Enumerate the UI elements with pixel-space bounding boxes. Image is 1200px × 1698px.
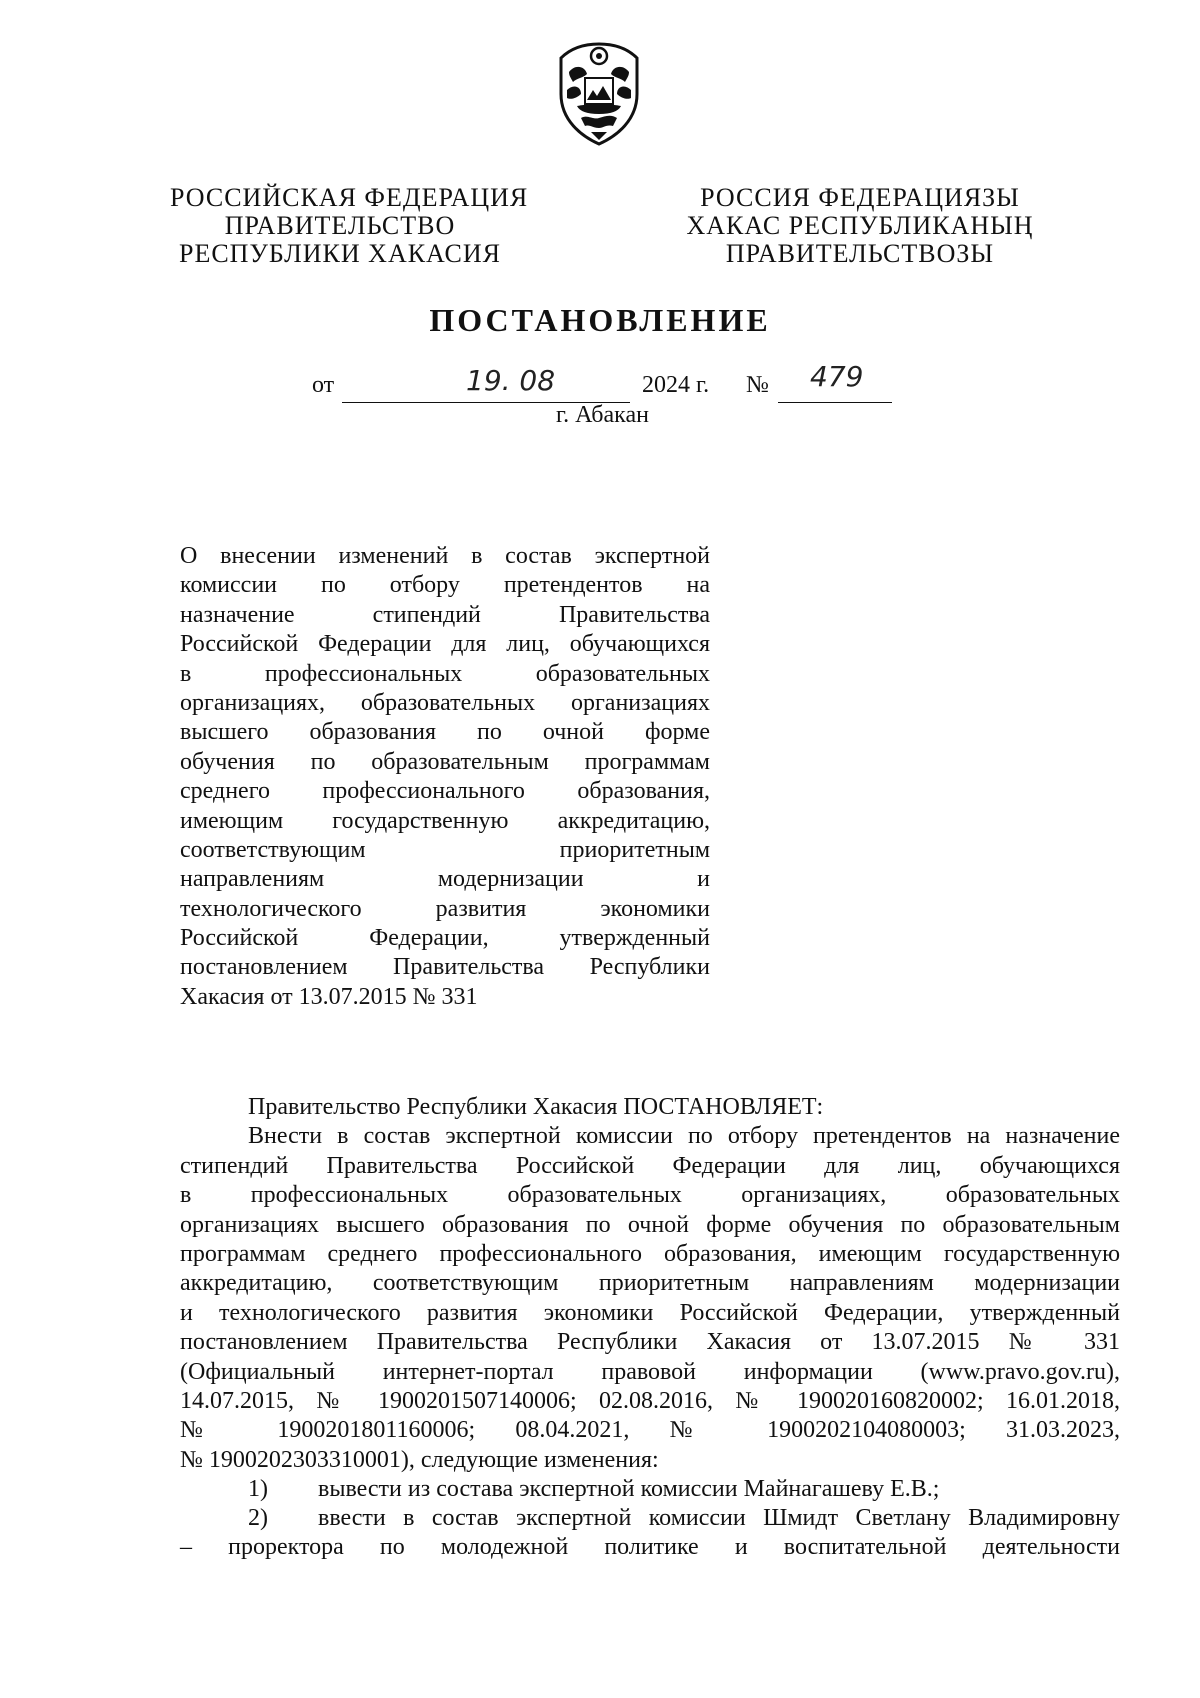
body-line: в профессиональных образовательных организациях, образовательных (180, 1182, 1120, 1209)
subject-line: высшего образования по очной форме (180, 719, 710, 746)
subject-line: имеющим государственную аккредитацию, (180, 807, 710, 834)
list-item-number: 1) (248, 1476, 268, 1503)
header-left-line: ПРАВИТЕЛЬСТВО (224, 211, 456, 240)
body-line: № 1900202303310001), следующие изменения: (180, 1446, 659, 1473)
subject-line: в профессиональных образовательных (180, 660, 710, 687)
list-item (180, 1504, 1120, 1533)
document-body (180, 1093, 1120, 1563)
header-left-line: РОССИЙСКАЯ ФЕДЕРАЦИЯ (170, 183, 529, 212)
body-line: и технологического развития экономики Российской Федерации, утвержденный (180, 1299, 1120, 1326)
from-label: от (312, 372, 335, 398)
subject-line: О внесении изменений в состав экспертной (180, 543, 710, 569)
subject-line: постановлением Правительства Республики (180, 954, 710, 981)
list-item-text: ввести в состав экспертной комиссии Шмидт Светлану Владимировну (318, 1505, 1120, 1532)
city: г. Абакан (556, 402, 649, 428)
body-line: – проректора по молодежной политике и воспитательной деятельности (180, 1534, 1120, 1561)
body-line: Внести в состав экспертной комиссии по отбору претендентов на назначение (248, 1123, 1120, 1150)
body-line: стипендий Правительства Российской Федерации для лиц, обучающихся (180, 1152, 1120, 1179)
subject-line: среднего профессионального образования, (180, 778, 710, 805)
body-line: программам среднего профессионального образования, имеющим государственную (180, 1240, 1120, 1267)
body-line: № 1900201801160006; 08.04.2021, № 1900202104080003; 31.03.2023, (180, 1417, 1120, 1444)
header-right (680, 184, 1040, 268)
handwritten-date: 19. 08 (466, 364, 556, 397)
subject-line: Российской Федерации, утвержденный (180, 925, 710, 952)
header-left (170, 183, 529, 268)
list-item-number: 2) (248, 1505, 268, 1532)
preamble: Правительство Республики Хакасия ПОСТАНОВЛЯЕТ: (248, 1094, 824, 1120)
document-title: ПОСТАНОВЛЕНИЕ (429, 302, 771, 338)
list-item (180, 1475, 1120, 1504)
subject-line: направлениям модернизации и (180, 866, 710, 893)
coat-of-arms-icon (551, 42, 647, 146)
subject-line: обучения по образовательным программам (180, 748, 710, 775)
header-right-line: ХАКАС РЕСПУБЛИКАНЫҢ (686, 211, 1034, 240)
document-subject (180, 542, 710, 1012)
body-line: 14.07.2015, № 1900201507140006; 02.08.2016, № 190020160820002; 16.01.2018, (180, 1387, 1120, 1414)
subject-line: назначение стипендий Правительства (180, 601, 710, 628)
number-label: № (746, 372, 769, 398)
subject-line: комиссии по отбору претендентов на (180, 572, 710, 599)
subject-line: организациях, образовательных организациях (180, 689, 710, 716)
subject-line: соответствующим приоритетным (180, 836, 710, 863)
subject-line: Российской Федерации для лиц, обучающихся (180, 631, 710, 658)
body-line: постановлением Правительства Республики Хакасия от 13.07.2015 № 331 (180, 1329, 1120, 1356)
list-item-text: вывести из состава экспертной комиссии Майнагашеву Е.В.; (318, 1476, 940, 1503)
body-line: (Официальный интернет-портал правовой информации (www.pravo.gov.ru), (180, 1358, 1120, 1385)
year-label: 2024 г. (642, 372, 710, 398)
subject-line: технологического развития экономики (180, 895, 710, 922)
header-right-line: ПРАВИТЕЛЬСТВОЗЫ (725, 239, 995, 268)
header-left-line: РЕСПУБЛИКИ ХАКАСИЯ (178, 239, 501, 268)
subject-line: Хакасия от 13.07.2015 № 331 (180, 983, 478, 1010)
body-line: организациях высшего образования по очной форме обучения по образовательным (180, 1211, 1120, 1238)
handwritten-number: 479 (810, 360, 864, 393)
header-right-line: РОССИЯ ФЕДЕРАЦИЯЗЫ (700, 183, 1020, 212)
body-line: аккредитацию, соответствующим приоритетным направлениям модернизации (180, 1270, 1120, 1297)
